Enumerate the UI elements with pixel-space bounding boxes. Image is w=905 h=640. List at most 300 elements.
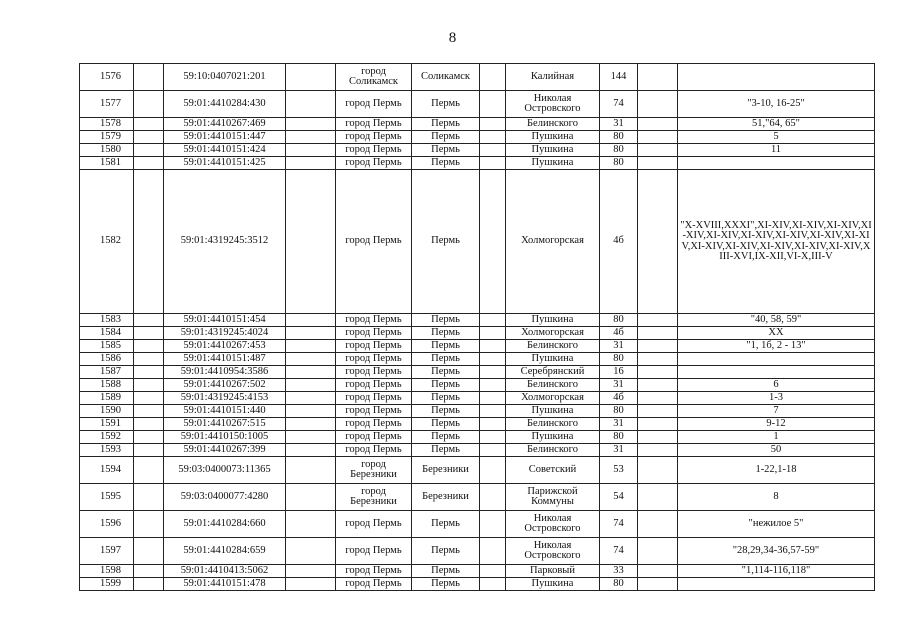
house-number-cell: 31 — [600, 418, 638, 431]
blank-cell — [480, 91, 506, 118]
blank-cell — [134, 418, 164, 431]
blank-cell — [286, 91, 336, 118]
table-row — [80, 157, 875, 170]
house-number-cell: 74 — [600, 538, 638, 565]
blank-cell — [638, 144, 678, 157]
blank-cell — [286, 457, 336, 484]
premises-cell: "28,29,34-36,57-59" — [678, 538, 875, 565]
city-cell: Пермь — [412, 118, 480, 131]
street-cell: Калийная — [506, 64, 600, 91]
city-cell: Пермь — [412, 314, 480, 327]
locality-cell: город Пермь — [336, 405, 412, 418]
house-number-cell: 80 — [600, 314, 638, 327]
house-number-cell: 80 — [600, 578, 638, 591]
row-number: 1598 — [100, 564, 121, 576]
row-number: 1587 — [100, 365, 121, 377]
street-cell: Пушкина — [506, 144, 600, 157]
blank-cell — [134, 444, 164, 457]
blank-cell — [638, 405, 678, 418]
cadastral-number-cell: 59:01:4410267:399 — [164, 444, 286, 457]
locality-cell: город Пермь — [336, 444, 412, 457]
blank-cell — [134, 366, 164, 379]
row-number: 1583 — [100, 313, 121, 325]
cadastral-number-cell: 59:01:4410284:660 — [164, 511, 286, 538]
house-number-cell: 4б — [600, 392, 638, 405]
locality-cell: город Пермь — [336, 578, 412, 591]
row-number: 1592 — [100, 430, 121, 442]
blank-cell — [638, 379, 678, 392]
blank-cell — [286, 366, 336, 379]
blank-cell — [480, 118, 506, 131]
city-cell: Пермь — [412, 418, 480, 431]
row-number: 1581 — [100, 156, 121, 168]
row-number: 1580 — [100, 143, 121, 155]
blank-cell — [134, 144, 164, 157]
locality-cell: город Пермь — [336, 340, 412, 353]
premises-cell: 5 — [678, 131, 875, 144]
blank-cell — [638, 118, 678, 131]
row-number: 1586 — [100, 352, 121, 364]
premises-cell: 7 — [678, 405, 875, 418]
blank-cell — [638, 392, 678, 405]
premises-cell: XX — [678, 327, 875, 340]
blank-cell — [480, 170, 506, 314]
table-row — [80, 353, 875, 366]
cadastral-number-cell: 59:01:4319245:3512 — [164, 170, 286, 314]
house-number-cell: 33 — [600, 565, 638, 578]
table-row — [80, 131, 875, 144]
premises-cell: 6 — [678, 379, 875, 392]
table-row — [80, 314, 875, 327]
row-number-cell — [80, 444, 134, 457]
city-cell: Пермь — [412, 578, 480, 591]
blank-cell — [286, 118, 336, 131]
street-cell: Пушкина — [506, 431, 600, 444]
premises-cell: 51,"64, 65" — [678, 118, 875, 131]
row-number-cell — [80, 431, 134, 444]
blank-cell — [286, 353, 336, 366]
locality-cell: город Пермь — [336, 431, 412, 444]
blank-cell — [286, 144, 336, 157]
row-number-cell — [80, 578, 134, 591]
locality-cell: город Соликамск — [336, 64, 412, 91]
premises-cell: "40, 58, 59" — [678, 314, 875, 327]
blank-cell — [286, 379, 336, 392]
city-cell: Пермь — [412, 379, 480, 392]
table-row — [80, 327, 875, 340]
row-number: 1584 — [100, 326, 121, 338]
blank-cell — [480, 565, 506, 578]
street-cell: Белинского — [506, 340, 600, 353]
premises-cell — [678, 64, 875, 91]
house-number-cell: 54 — [600, 484, 638, 511]
premises-cell — [678, 157, 875, 170]
premises-cell: "нежилое 5" — [678, 511, 875, 538]
row-number: 1595 — [100, 490, 121, 502]
table-row — [80, 511, 875, 538]
table-row — [80, 405, 875, 418]
blank-cell — [480, 131, 506, 144]
blank-cell — [480, 511, 506, 538]
street-cell: Холмогорская — [506, 327, 600, 340]
cadastral-number-cell: 59:10:0407021:201 — [164, 64, 286, 91]
city-cell: Пермь — [412, 538, 480, 565]
row-number: 1593 — [100, 443, 121, 455]
city-cell: Пермь — [412, 327, 480, 340]
city-cell: Пермь — [412, 405, 480, 418]
locality-cell: город Пермь — [336, 418, 412, 431]
street-cell: Николая Островского — [506, 511, 600, 538]
blank-cell — [480, 379, 506, 392]
premises-cell: "3-10, 16-25" — [678, 91, 875, 118]
row-number-cell — [80, 314, 134, 327]
blank-cell — [134, 405, 164, 418]
city-cell: Пермь — [412, 353, 480, 366]
blank-cell — [286, 444, 336, 457]
blank-cell — [286, 418, 336, 431]
city-cell: Березники — [412, 484, 480, 511]
blank-cell — [134, 118, 164, 131]
row-number-cell — [80, 405, 134, 418]
row-number-cell — [80, 118, 134, 131]
street-cell: Белинского — [506, 118, 600, 131]
table-row — [80, 578, 875, 591]
blank-cell — [638, 578, 678, 591]
row-number: 1582 — [100, 235, 121, 247]
street-cell: Белинского — [506, 444, 600, 457]
row-number: 1590 — [100, 404, 121, 416]
cadastral-number-cell: 59:01:4410151:425 — [164, 157, 286, 170]
house-number-cell: 31 — [600, 379, 638, 392]
blank-cell — [638, 457, 678, 484]
locality-cell: город Пермь — [336, 170, 412, 314]
house-number-cell: 80 — [600, 431, 638, 444]
house-number-cell: 31 — [600, 340, 638, 353]
blank-cell — [286, 131, 336, 144]
locality-cell: город Пермь — [336, 157, 412, 170]
house-number-cell: 74 — [600, 511, 638, 538]
row-number-cell — [80, 64, 134, 91]
house-number-cell: 80 — [600, 353, 638, 366]
city-cell: Пермь — [412, 144, 480, 157]
blank-cell — [286, 157, 336, 170]
cadastral-number-cell: 59:01:4319245:4153 — [164, 392, 286, 405]
row-number: 1578 — [100, 117, 121, 129]
premises-cell: 50 — [678, 444, 875, 457]
table-row — [80, 457, 875, 484]
blank-cell — [134, 392, 164, 405]
blank-cell — [638, 353, 678, 366]
row-number: 1589 — [100, 391, 121, 403]
blank-cell — [480, 327, 506, 340]
blank-cell — [134, 340, 164, 353]
blank-cell — [638, 366, 678, 379]
blank-cell — [480, 484, 506, 511]
premises-cell: "X-XVIII,XXXI",XI-XIV,XI-XIV,XI-XIV,XI-XIV,XI-XIV,XI-XIV,XI-XIV,XI-XIV,XI-XIV,XI-XIV,XI-XIV,XI-XIV,XI-XIV,XI-XIV,XIII-XVI,IX-XII,VI-X,III-V — [678, 170, 875, 314]
blank-cell — [286, 392, 336, 405]
city-cell: Пермь — [412, 131, 480, 144]
city-cell: Пермь — [412, 366, 480, 379]
row-number: 1591 — [100, 417, 121, 429]
blank-cell — [134, 327, 164, 340]
row-number-cell — [80, 392, 134, 405]
street-cell: Пушкина — [506, 578, 600, 591]
row-number: 1577 — [100, 97, 121, 109]
blank-cell — [134, 511, 164, 538]
blank-cell — [638, 431, 678, 444]
blank-cell — [134, 64, 164, 91]
registry-table — [79, 63, 875, 591]
blank-cell — [134, 379, 164, 392]
street-cell: Пушкина — [506, 131, 600, 144]
blank-cell — [480, 405, 506, 418]
blank-cell — [286, 314, 336, 327]
cadastral-number-cell: 59:01:4410150:1005 — [164, 431, 286, 444]
cadastral-number-cell: 59:01:4410284:659 — [164, 538, 286, 565]
cadastral-number-cell: 59:01:4410267:469 — [164, 118, 286, 131]
city-cell: Пермь — [412, 170, 480, 314]
blank-cell — [134, 131, 164, 144]
street-cell: Николая Островского — [506, 538, 600, 565]
city-cell: Пермь — [412, 392, 480, 405]
locality-cell: город Пермь — [336, 392, 412, 405]
blank-cell — [134, 353, 164, 366]
cadastral-number-cell: 59:01:4410267:515 — [164, 418, 286, 431]
table-row — [80, 340, 875, 353]
blank-cell — [638, 511, 678, 538]
blank-cell — [286, 565, 336, 578]
blank-cell — [134, 431, 164, 444]
blank-cell — [480, 418, 506, 431]
table-row — [80, 144, 875, 157]
locality-cell: город Пермь — [336, 327, 412, 340]
row-number: 1596 — [100, 517, 121, 529]
premises-cell — [678, 366, 875, 379]
locality-cell: город Пермь — [336, 91, 412, 118]
blank-cell — [480, 340, 506, 353]
row-number-cell — [80, 366, 134, 379]
blank-cell — [134, 170, 164, 314]
blank-cell — [286, 170, 336, 314]
table-row — [80, 118, 875, 131]
premises-cell: 9-12 — [678, 418, 875, 431]
table-row — [80, 484, 875, 511]
locality-cell: город Пермь — [336, 314, 412, 327]
cadastral-number-cell: 59:01:4319245:4024 — [164, 327, 286, 340]
row-number: 1594 — [100, 463, 121, 475]
blank-cell — [638, 64, 678, 91]
cadastral-number-cell: 59:01:4410151:454 — [164, 314, 286, 327]
blank-cell — [286, 538, 336, 565]
table-row — [80, 444, 875, 457]
row-number-cell — [80, 327, 134, 340]
premises-cell — [678, 578, 875, 591]
city-cell: Пермь — [412, 565, 480, 578]
blank-cell — [480, 444, 506, 457]
row-number-cell — [80, 340, 134, 353]
blank-cell — [480, 366, 506, 379]
house-number-cell: 4б — [600, 170, 638, 314]
row-number-cell — [80, 565, 134, 578]
blank-cell — [286, 484, 336, 511]
street-cell: Пушкина — [506, 405, 600, 418]
city-cell: Пермь — [412, 444, 480, 457]
premises-cell: "1, 1б, 2 - 13" — [678, 340, 875, 353]
cadastral-number-cell: 59:01:4410151:440 — [164, 405, 286, 418]
premises-cell: 1-22,1-18 — [678, 457, 875, 484]
cadastral-number-cell: 59:01:4410151:424 — [164, 144, 286, 157]
locality-cell: город Березники — [336, 484, 412, 511]
street-cell: Советский — [506, 457, 600, 484]
blank-cell — [480, 144, 506, 157]
street-cell: Парковый — [506, 565, 600, 578]
blank-cell — [638, 418, 678, 431]
row-number: 1585 — [100, 339, 121, 351]
house-number-cell: 16 — [600, 366, 638, 379]
house-number-cell: 4б — [600, 327, 638, 340]
table-row — [80, 91, 875, 118]
cadastral-number-cell: 59:01:4410151:487 — [164, 353, 286, 366]
city-cell: Соликамск — [412, 64, 480, 91]
blank-cell — [480, 64, 506, 91]
row-number: 1579 — [100, 130, 121, 142]
premises-cell: 1-3 — [678, 392, 875, 405]
street-cell: Белинского — [506, 418, 600, 431]
blank-cell — [286, 578, 336, 591]
locality-cell: город Пермь — [336, 144, 412, 157]
street-cell: Серебрянский — [506, 366, 600, 379]
city-cell: Березники — [412, 457, 480, 484]
blank-cell — [286, 327, 336, 340]
city-cell: Пермь — [412, 91, 480, 118]
row-number-cell — [80, 457, 134, 484]
page-number: 8 — [448, 30, 457, 46]
locality-cell: город Пермь — [336, 118, 412, 131]
blank-cell — [480, 431, 506, 444]
blank-cell — [286, 431, 336, 444]
house-number-cell: 53 — [600, 457, 638, 484]
blank-cell — [286, 405, 336, 418]
blank-cell — [638, 484, 678, 511]
premises-cell: 8 — [678, 484, 875, 511]
blank-cell — [480, 538, 506, 565]
cadastral-number-cell: 59:01:4410267:502 — [164, 379, 286, 392]
table-row — [80, 392, 875, 405]
house-number-cell: 31 — [600, 444, 638, 457]
row-number-cell — [80, 353, 134, 366]
row-number-cell — [80, 170, 134, 314]
cadastral-number-cell: 59:01:4410284:430 — [164, 91, 286, 118]
row-number-cell — [80, 538, 134, 565]
house-number-cell: 31 — [600, 118, 638, 131]
table-row — [80, 565, 875, 578]
row-number-cell — [80, 511, 134, 538]
row-number-cell — [80, 157, 134, 170]
city-cell: Пермь — [412, 340, 480, 353]
blank-cell — [480, 157, 506, 170]
house-number-cell: 80 — [600, 405, 638, 418]
house-number-cell: 80 — [600, 144, 638, 157]
city-cell: Пермь — [412, 431, 480, 444]
blank-cell — [286, 340, 336, 353]
street-cell: Николая Островского — [506, 91, 600, 118]
row-number-cell — [80, 379, 134, 392]
locality-cell: город Пермь — [336, 366, 412, 379]
locality-cell: город Пермь — [336, 353, 412, 366]
street-cell: Пушкина — [506, 314, 600, 327]
house-number-cell: 80 — [600, 157, 638, 170]
city-cell: Пермь — [412, 511, 480, 538]
blank-cell — [480, 314, 506, 327]
premises-cell: 1 — [678, 431, 875, 444]
city-cell: Пермь — [412, 157, 480, 170]
blank-cell — [134, 565, 164, 578]
cadastral-number-cell: 59:03:0400077:4280 — [164, 484, 286, 511]
row-number-cell — [80, 91, 134, 118]
blank-cell — [134, 578, 164, 591]
blank-cell — [638, 91, 678, 118]
blank-cell — [134, 538, 164, 565]
cadastral-number-cell: 59:01:4410151:478 — [164, 578, 286, 591]
street-cell: Холмогорская — [506, 392, 600, 405]
blank-cell — [480, 353, 506, 366]
house-number-cell: 144 — [600, 64, 638, 91]
blank-cell — [638, 314, 678, 327]
table-row — [80, 64, 875, 91]
blank-cell — [480, 578, 506, 591]
table-row — [80, 431, 875, 444]
cadastral-number-cell: 59:01:4410267:453 — [164, 340, 286, 353]
locality-cell: город Пермь — [336, 565, 412, 578]
street-cell: Пушкина — [506, 157, 600, 170]
cadastral-number-cell: 59:01:4410954:3586 — [164, 366, 286, 379]
cadastral-number-cell: 59:01:4410151:447 — [164, 131, 286, 144]
cadastral-number-cell: 59:03:0400073:11365 — [164, 457, 286, 484]
table-row — [80, 538, 875, 565]
cadastral-number-cell: 59:01:4410413:5062 — [164, 565, 286, 578]
blank-cell — [638, 444, 678, 457]
blank-cell — [638, 538, 678, 565]
blank-cell — [638, 340, 678, 353]
blank-cell — [134, 157, 164, 170]
row-number-cell — [80, 484, 134, 511]
house-number-cell: 74 — [600, 91, 638, 118]
row-number: 1597 — [100, 544, 121, 556]
locality-cell: город Березники — [336, 457, 412, 484]
locality-cell: город Пермь — [336, 131, 412, 144]
street-cell: Белинского — [506, 379, 600, 392]
blank-cell — [638, 170, 678, 314]
blank-cell — [134, 314, 164, 327]
row-number-cell — [80, 144, 134, 157]
blank-cell — [134, 484, 164, 511]
table-row — [80, 379, 875, 392]
locality-cell: город Пермь — [336, 379, 412, 392]
premises-cell: 11 — [678, 144, 875, 157]
blank-cell — [638, 327, 678, 340]
row-number-cell — [80, 418, 134, 431]
blank-cell — [638, 131, 678, 144]
premises-cell — [678, 353, 875, 366]
blank-cell — [286, 511, 336, 538]
blank-cell — [638, 157, 678, 170]
table-row — [80, 170, 875, 314]
locality-cell: город Пермь — [336, 538, 412, 565]
row-number: 1599 — [100, 577, 121, 589]
blank-cell — [480, 392, 506, 405]
street-cell: Пушкина — [506, 353, 600, 366]
blank-cell — [134, 91, 164, 118]
